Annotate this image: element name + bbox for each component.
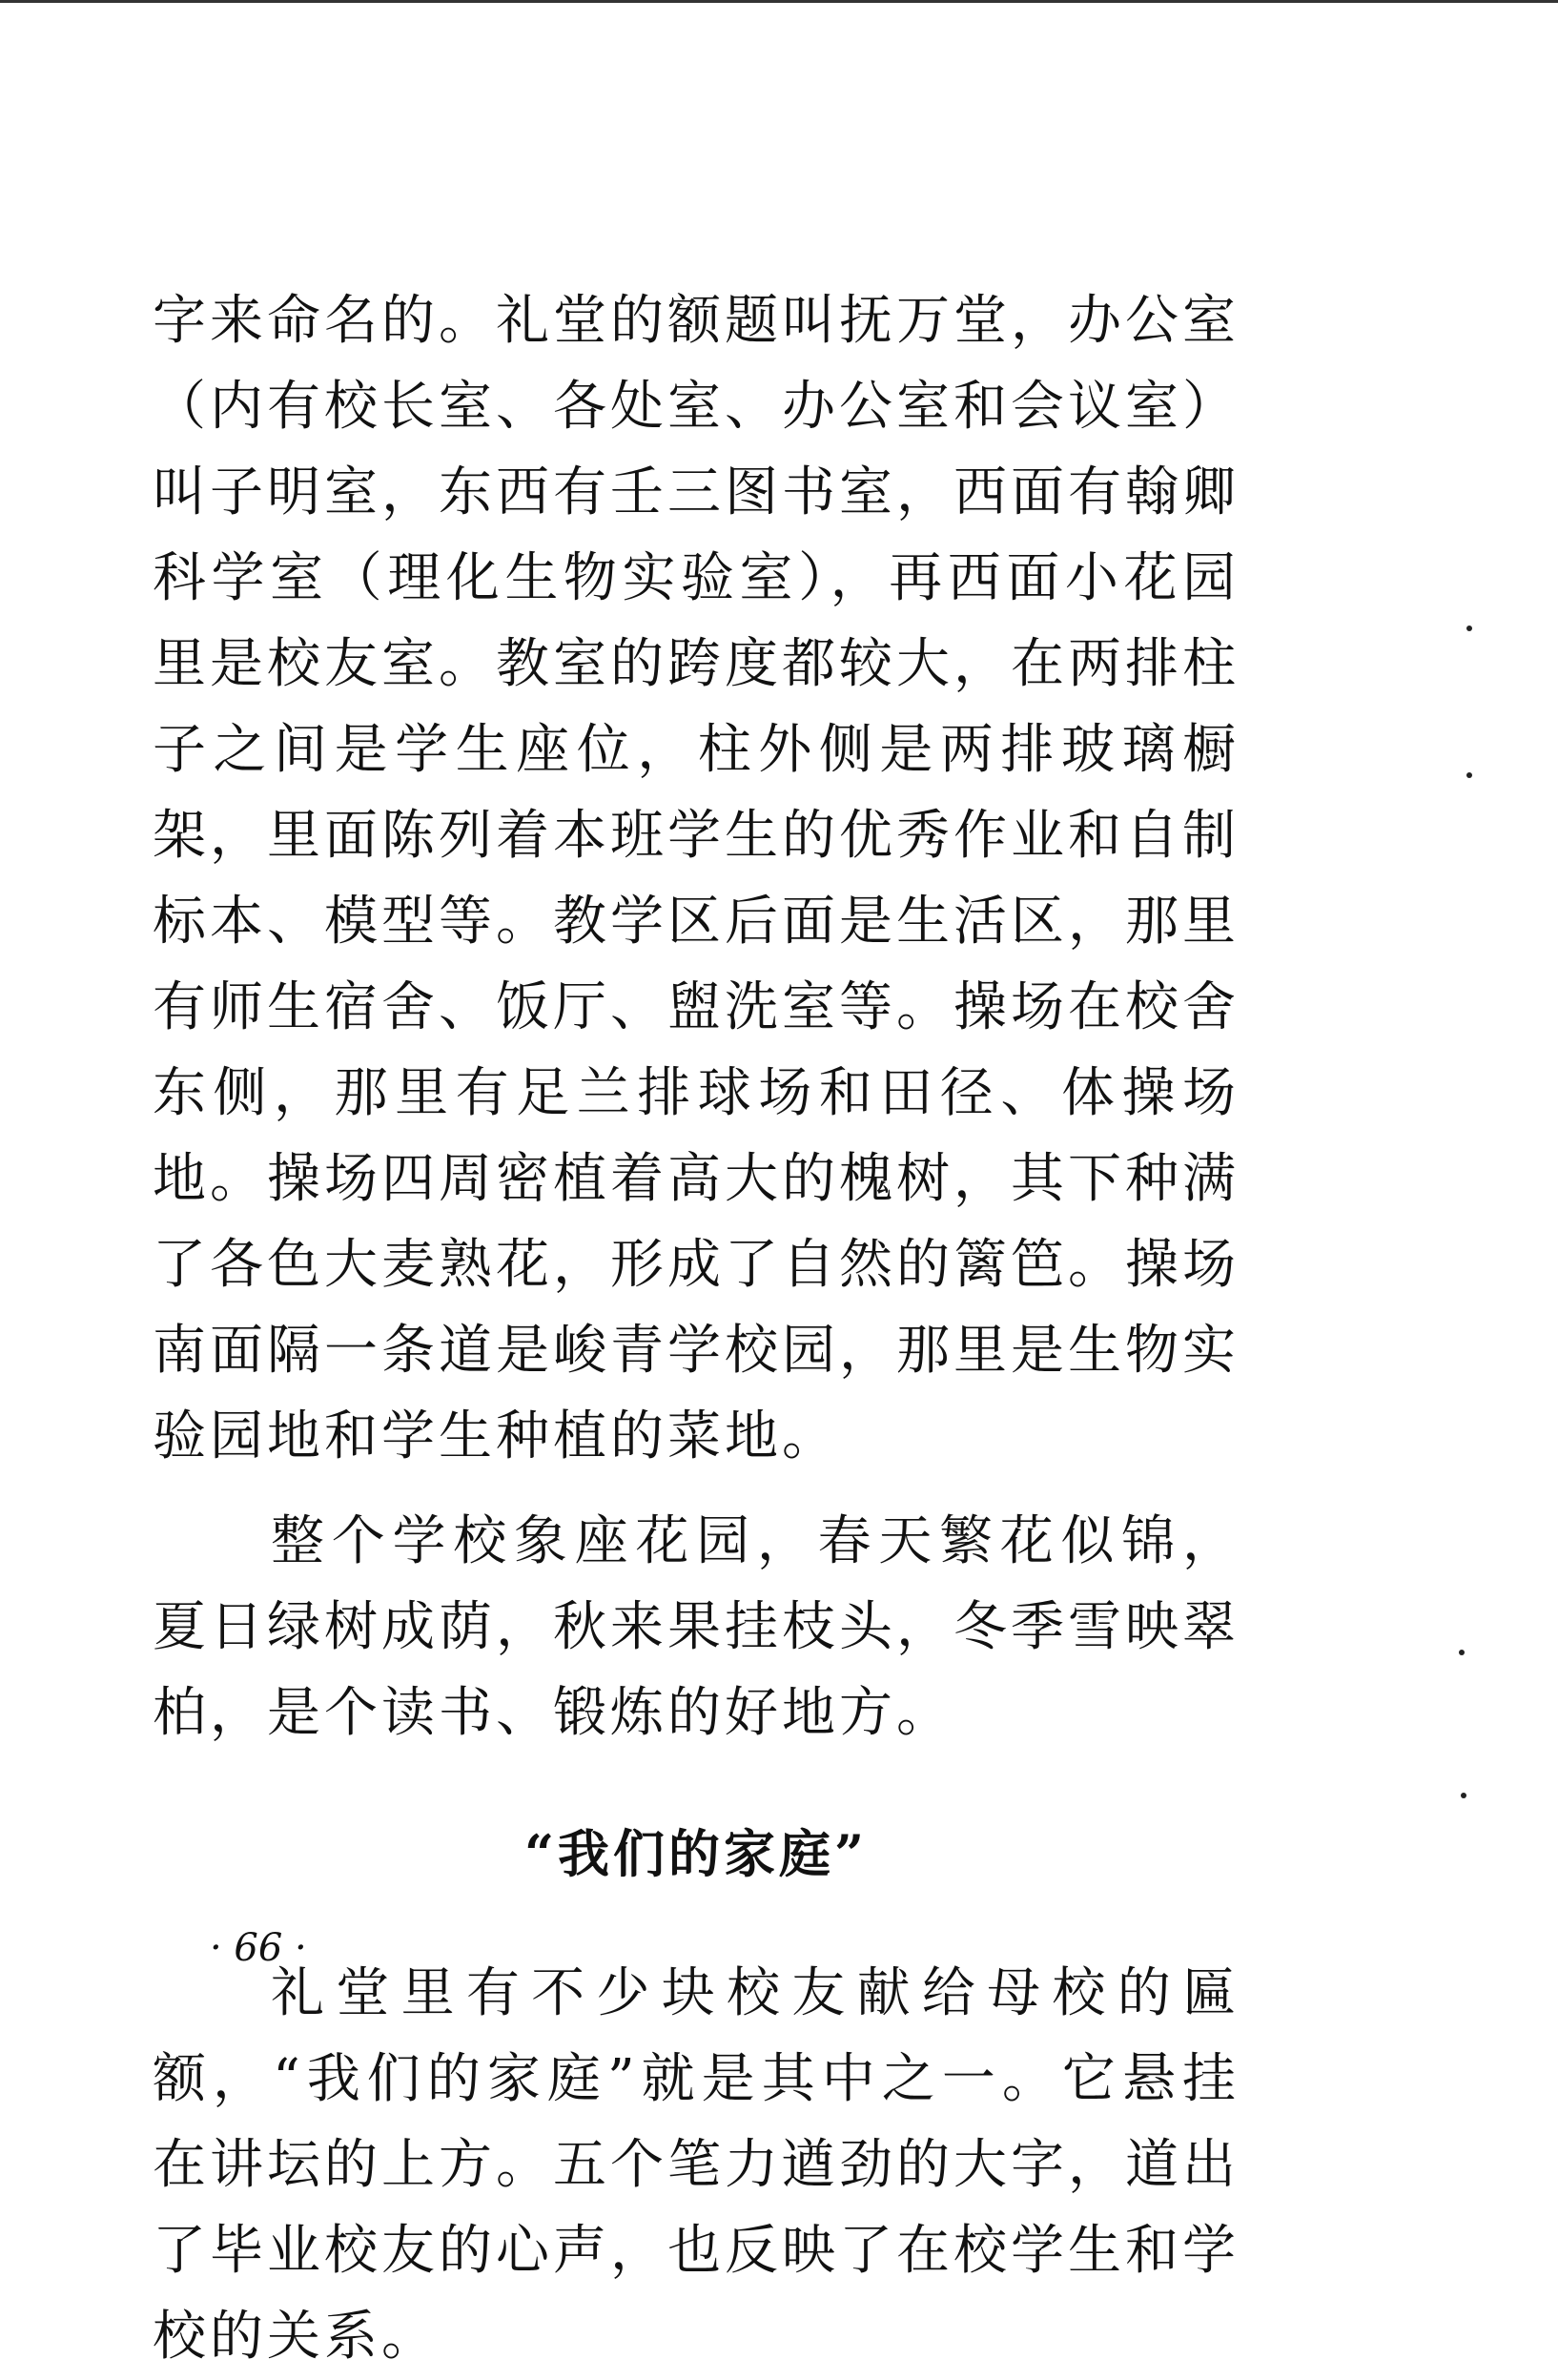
scan-speck (1461, 1793, 1466, 1798)
page-number: · 66 · (210, 1926, 307, 1970)
scan-speck (1466, 772, 1472, 778)
scan-speck (1459, 1650, 1465, 1655)
top-edge-rule (0, 0, 1558, 3)
scan-speck (1466, 626, 1472, 631)
paragraph-campus-rooms: 字来命名的。礼堂的额题叫抚万堂，办公室（内有校长室、各处室、办公室和会议室）叫子明室，东西有壬三图书室，西面有翰卿科学室（理化生物实验室），再西面小花园里是校友室。教室的跨度都较大，在两排柱子之间是学生座位，柱外侧是两排玻璃橱架，里面陈列着本班学生的优秀作业和自制标本、模型等。教学区后面是生活区，那里有师生宿舍、饭厅、盥洗室等。操场在校舍东侧，那里有足兰排球场和田径、体操场地。操场四周密植着高大的槐树，其下种满了各色大麦熟花，形成了自然的篱笆。操场南面隔一条道是峻青学校园，那里是生物实验园地和学生种植的菜地。 (153, 290, 1240, 1467)
page-body (153, 278, 1240, 2380)
paragraph-plaque: 礼堂里有不少块校友献给母校的匾额，“我们的家庭”就是其中之一。它悬挂在讲坛的上方。五个笔力遒劲的大字，道出了毕业校友的心声，也反映了在校学生和学校的关系。 (153, 1962, 1240, 2368)
section-title: “我们的家庭” (523, 1823, 869, 1884)
paragraph-campus-garden: 整个学校象座花园，春天繁花似锦，夏日绿树成荫，秋来果挂枝头，冬季雪映翠柏，是个读书、锻炼的好地方。 (153, 1510, 1240, 1744)
